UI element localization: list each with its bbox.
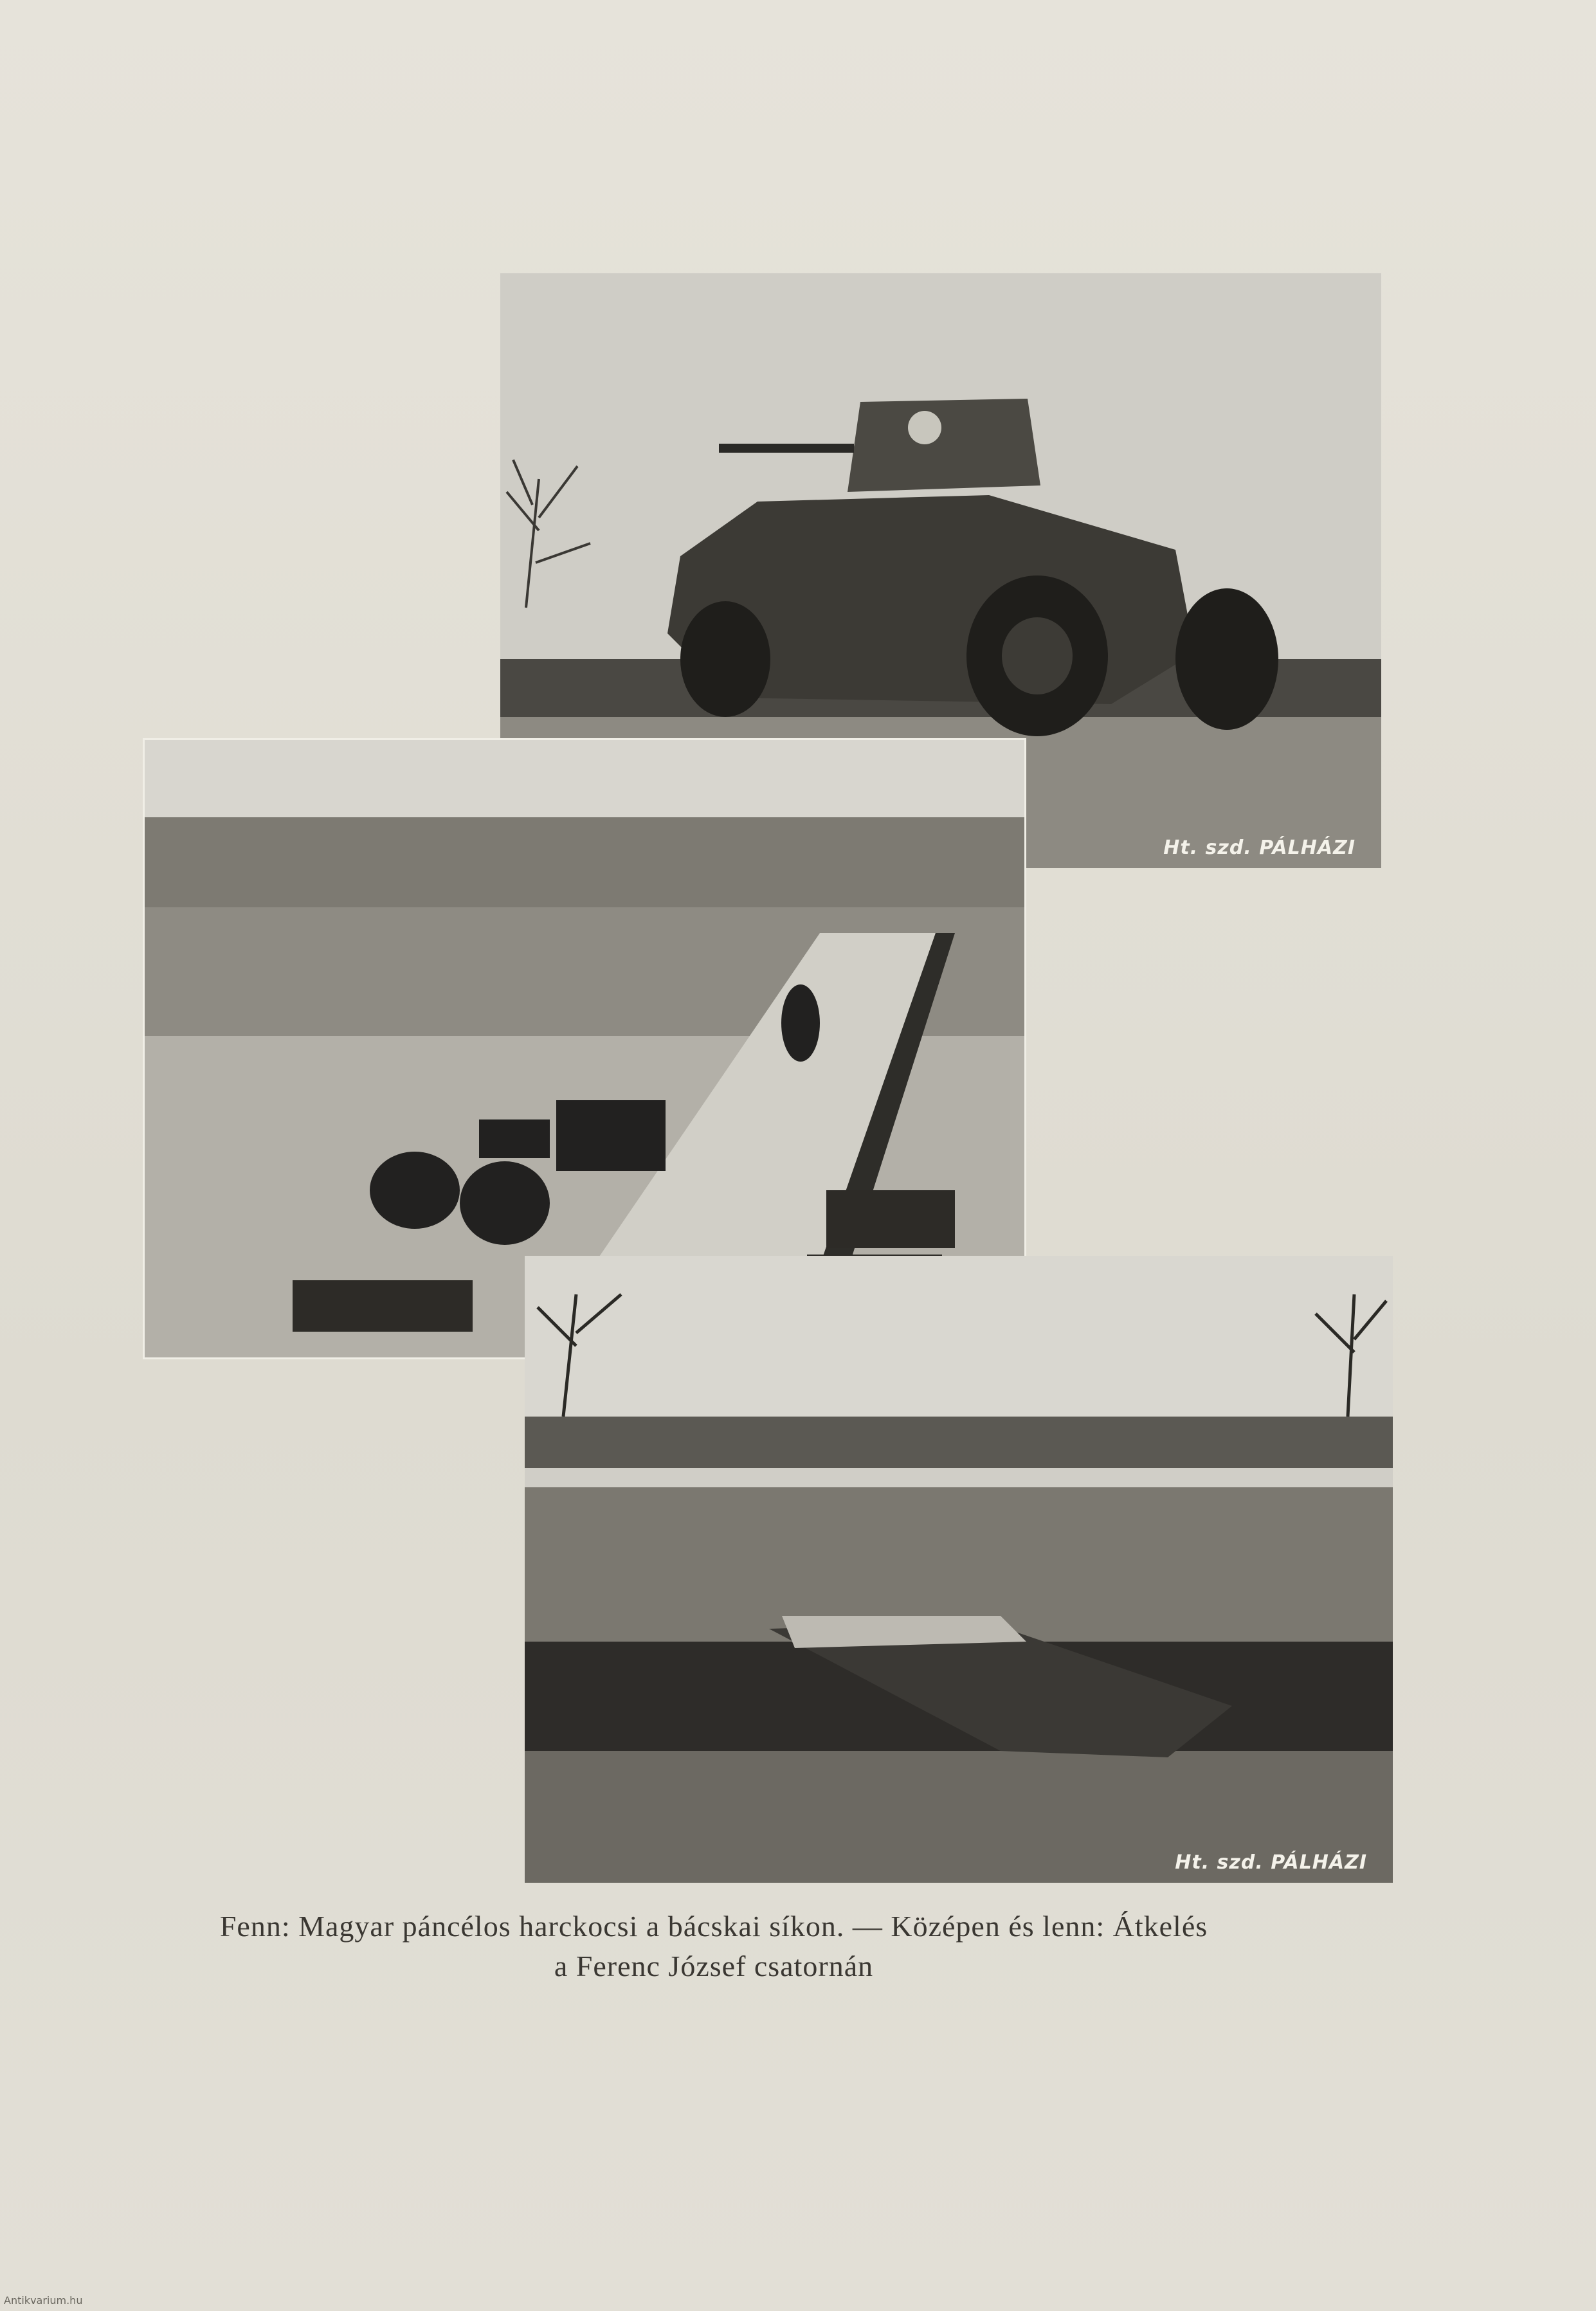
caption-line-2: a Ferenc József csatornán	[554, 1950, 874, 1982]
canal-bridge-image	[525, 1256, 1393, 1883]
caption-line-1: Fenn: Magyar páncélos harckocsi a bácskai síkon. — Középen és lenn: Átkelés	[219, 1910, 1208, 1943]
photo-credit-bottom: Ht. szd. PÁLHÁZI	[1175, 1851, 1367, 1874]
watermark: Antikvarium.hu	[4, 2294, 83, 2306]
photo-credit-top: Ht. szd. PÁLHÁZI	[1163, 837, 1356, 859]
photo-canal-bridge	[525, 1256, 1393, 1883]
photo-caption	[148, 1907, 1280, 1986]
